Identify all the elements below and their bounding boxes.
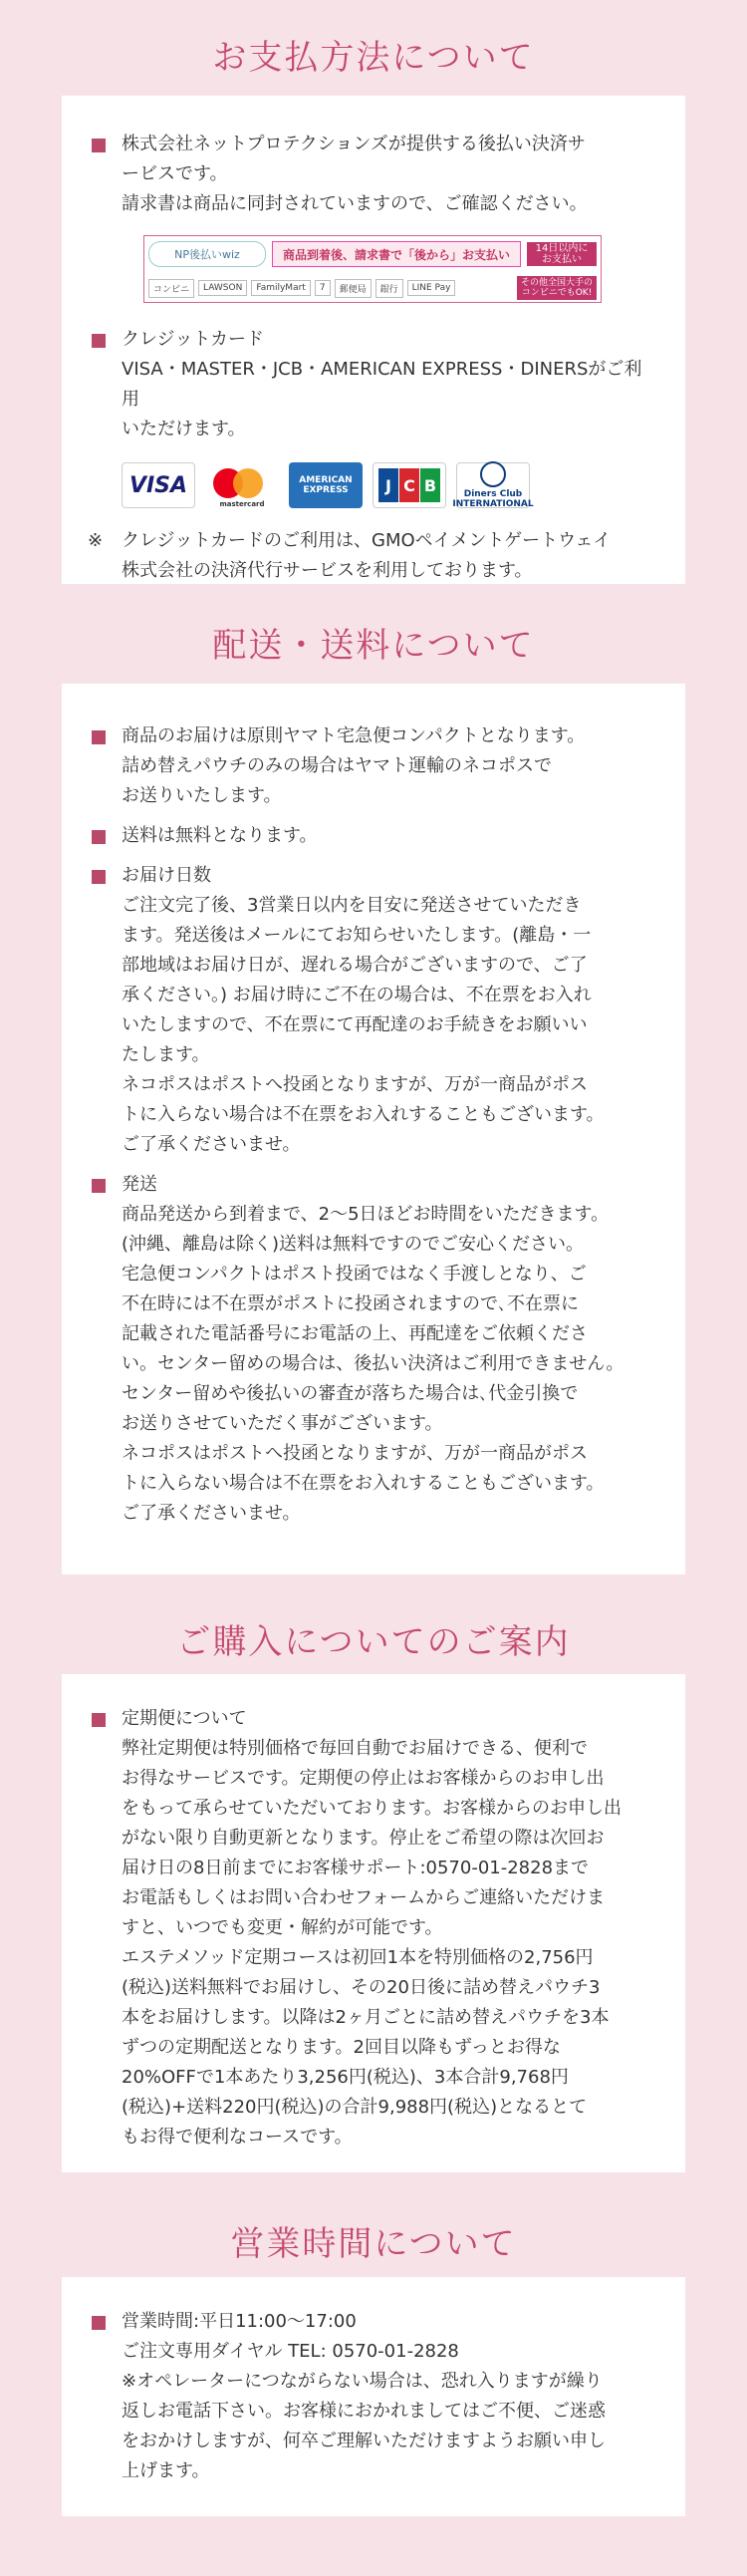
store-post: 郵便局 [335, 279, 372, 298]
jcb-logo: J C B [373, 462, 446, 508]
bullet-square [92, 1179, 106, 1193]
payment-np-text: 株式会社ネットプロテクションズが提供する後払い決済サ ービスです。 請求書は商品に同封されていますので、ご確認ください。 [122, 134, 588, 214]
store-familymart: FamilyMart [251, 280, 310, 296]
visa-logo: VISA [122, 462, 195, 508]
store-bank: 銀行 [375, 279, 403, 298]
hours-heading: 営業時間について [230, 2224, 517, 2264]
np-banner-tail: その他全国大手の コンビニでもOK! [517, 276, 597, 300]
shipping-days-text: お届け日数 ご注文完了後、3営業日以内を目安に発送させていただき ます。発送後はメールにてお知らせいたします。(離島・一 部地域はお届け日が、遅れる場合がございますので、ご了 承ください。) お届け時にご不在の場合は、不在票をお入れ いたしますので、不在票にて再配達のお手続きをお願いい たします。 ネコポスはポストへ投函となりますが、万が一商品がポス トに入らない場合は不在票をお入れすることもございます。 ご了承くださいませ。 [122, 865, 605, 1155]
shipping-item-free [122, 821, 645, 851]
hours-card [62, 2277, 685, 2516]
payment-note [88, 526, 645, 586]
bullet-square [92, 2316, 106, 2330]
bullet-square [92, 870, 106, 884]
shipping-dispatch-text: 発送 商品発送から到着まで、2〜5日ほどお時間をいただきます。 (沖縄、離島は除く)送料は無料ですのでご安心ください。 宅急便コンパクトはポスト投函ではなく手渡しとなり、ご 不在時には不在票がポストに投函されますので､不在票に 記載された電話番号にお電話の上、再配達をご依頼くださ い。センター留めの場合は、後払い決済はご利用できません。 センター留めや後払いの審査が落ちた場合は､代金引換で お送りさせていただく事がございます。 ネコポスはポストへ投函となりますが、万が一商品がポス トに入らない場合は不在票をお入れすることもございます。 ご了承くださいませ。 [122, 1174, 624, 1524]
shipping-carrier-text: 商品のお届けは原則ヤマト宅急便コンパクトとなります。 詰め替えパウチのみの場合はヤマト運輸のネコポスで お送りいたします。 [122, 725, 586, 806]
hours-text: 営業時間:平日11:00〜17:00 ご注文専用ダイヤル TEL: 0570-01-2828 ※オペレーターにつながらない場合は、恐れ入りますが繰り 返しお電話下さい。お客様におかれましてはご不便、ご迷惑 をおかけしますが、何卒ご理解いただけますようお願い申し 上げます。 [122, 2311, 606, 2481]
np-banner-title: 商品到着後、請求書で「後から」お支払い [272, 241, 521, 267]
np-logo: NP後払いwiz [148, 241, 266, 267]
bullet-square [92, 334, 106, 348]
note-mark: ※ [88, 530, 104, 551]
bullet-square [92, 139, 106, 152]
bullet-square [92, 830, 106, 844]
mastercard-logo: mastercard [205, 462, 279, 508]
shipping-heading: 配送・送料について [212, 626, 535, 666]
bullet-square [92, 730, 106, 744]
bullet-square [92, 1713, 106, 1727]
diners-logo: Diners Club INTERNATIONAL [456, 462, 530, 508]
shipping-free-text: 送料は無料となります。 [122, 825, 318, 846]
purchase-subscription-text: 定期便について 弊社定期便は特別価格で毎回自動でお届けできる、便利で お得なサービスです。定期便の停止はお客様からのお申し出 をもって承らせていただいております。お客様からのお申し出 がない限り自動更新となります。停止をご希望の際は次回お 届け日の8日前までにお客様サポート:0570-01-2828まで お電話もしくはお問い合わせフォームからご連絡いただけま すと、いつでも変更・解約が可能です。 エステメソッド定期コースは初回1本を特別価格の2,756円 (税込)送料無料でお届けし、その20日後に詰め替えパウチ3 本をお届けします。以降は2ヶ月ごとに詰め替えパウチを3本 ずつの定期配送となります。2回目以降もずっとお得な 20%OFFで1本あたり3,256円(税込)、3本合計9,768円 (税込)+送料220円(税込)の合計9,988円(税込)となるとて もお得で便利なコースです。 [122, 1708, 622, 2147]
shipping-item-dispatch [122, 1170, 645, 1529]
purchase-card [62, 1674, 685, 2172]
store-linepay: LINE Pay [407, 280, 456, 296]
np-atobarai-banner [143, 235, 602, 303]
payment-item-credit [122, 325, 645, 444]
store-lawson: LAWSON [198, 280, 247, 296]
store-seven: 7 [315, 280, 331, 296]
shipping-item-carrier [122, 721, 645, 811]
shipping-card [62, 684, 685, 1574]
payment-card [62, 96, 685, 584]
np-badge: 14日以内に お支払い [527, 242, 597, 266]
hours-item [122, 2307, 645, 2486]
payment-heading: お支払方法について [212, 38, 535, 78]
payment-note-text: クレジットカードのご利用は、GMOペイメントゲートウェイ 株式会社の決済代行サービスを利用しております。 [122, 530, 612, 581]
payment-credit-text: クレジットカード VISA・MASTER・JCB・AMERICAN EXPRESS・DINERSがご利用 いただけます。 [122, 329, 642, 439]
credit-card-logos [122, 462, 645, 508]
amex-logo: AMERICAN EXPRESS [289, 462, 363, 508]
purchase-item-subscription [122, 1704, 645, 2152]
purchase-heading: ご購入についてのご案内 [176, 1622, 571, 1662]
store-conveni: コンビニ [148, 279, 194, 298]
payment-item-np [122, 130, 645, 219]
shipping-item-days [122, 861, 645, 1160]
